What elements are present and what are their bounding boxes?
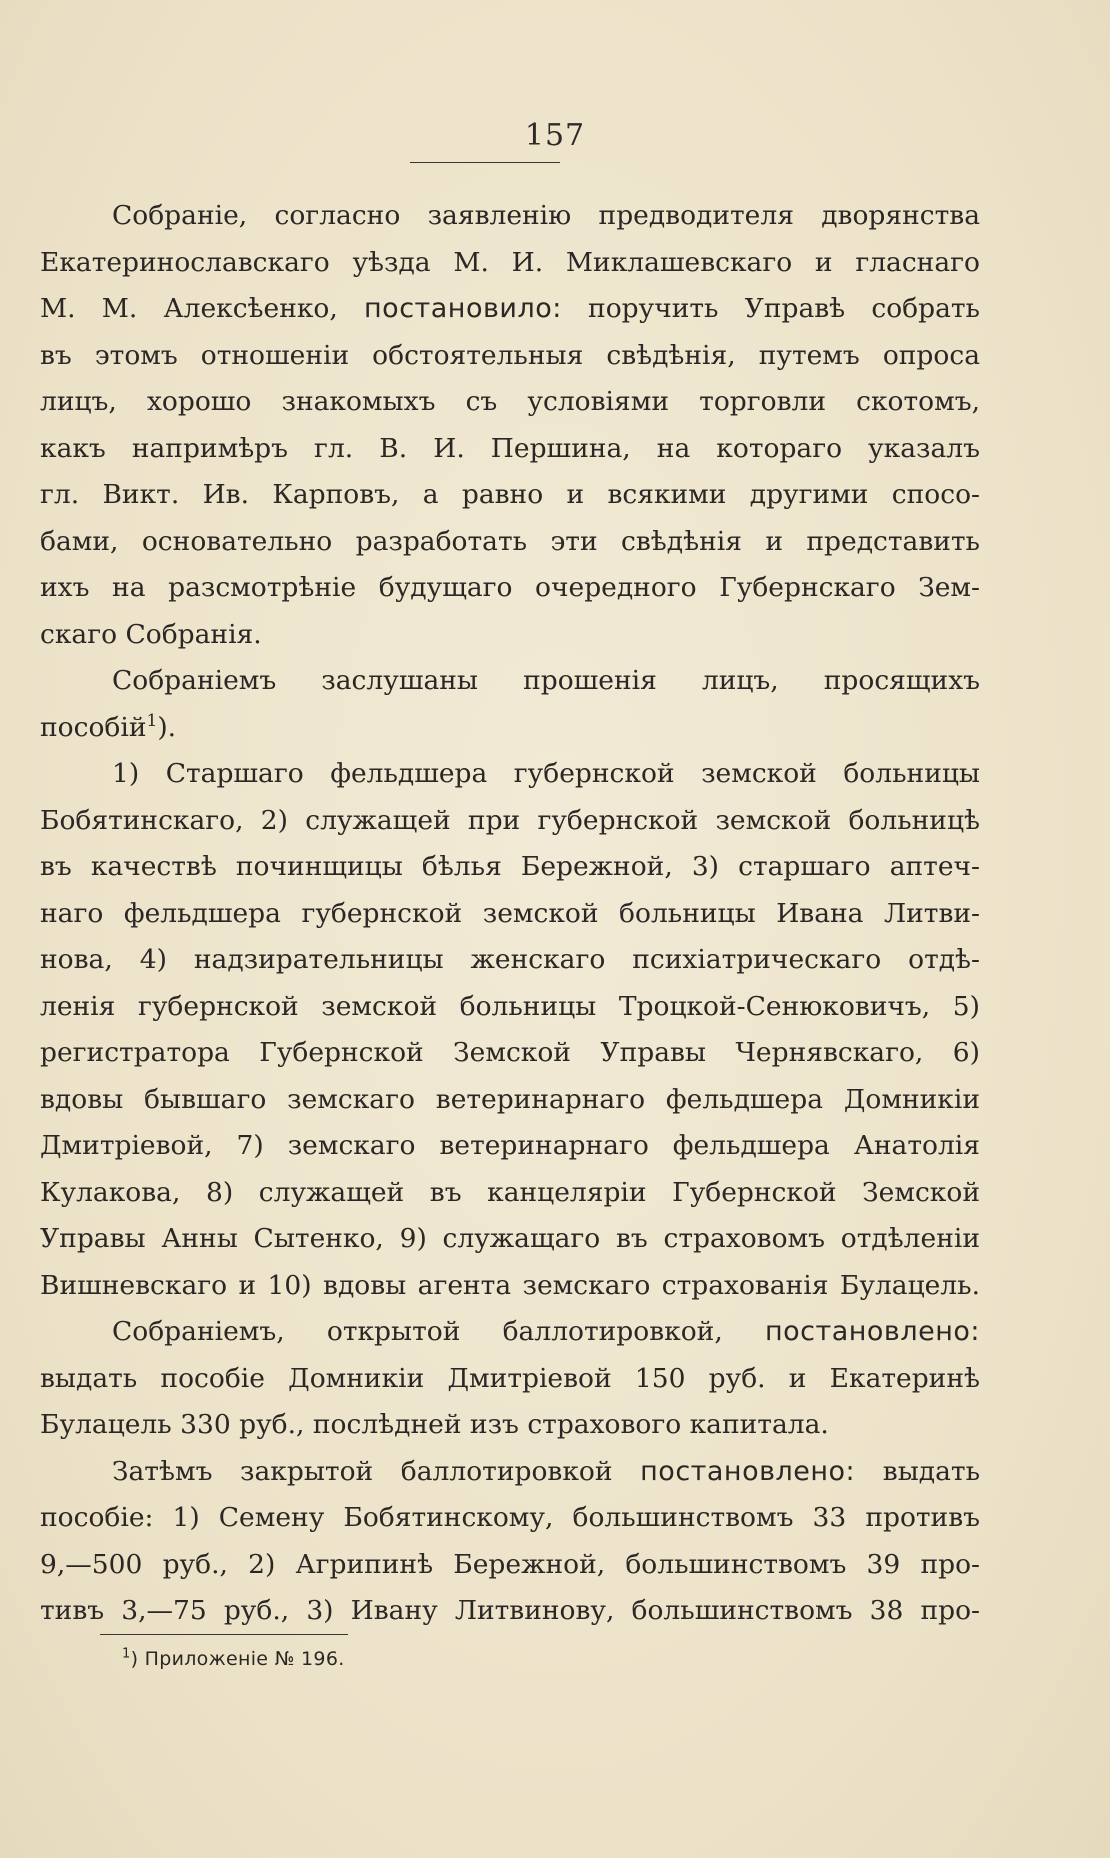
- text-line: Собраніемъ заслушаны прошенія лицъ, просящихъ: [112, 665, 980, 696]
- text-line: 1) Старшаго фельдшера губернской земской больницы: [112, 758, 980, 789]
- text-line: [40, 1449, 980, 1496]
- text-line: ленія губернской земской больницы Троцкой-Сенюковичъ, 5): [40, 990, 980, 1022]
- text-line: Собраніе, согласно заявленію предводителя дворянства: [112, 200, 980, 231]
- footnote-mark-close: ): [130, 1648, 139, 1670]
- header-rule: [410, 162, 560, 163]
- text-line: регистратора Губернской Земской Управы Чернявскаго, 6): [40, 1037, 980, 1068]
- text-line: Бобятинскаго, 2) служащей при губернской земской больницѣ: [40, 804, 980, 836]
- text-segment: М. М. Алексѣенко,: [40, 293, 338, 324]
- text-line: лицъ, хорошо знакомыхъ съ условіями торговли скотомъ,: [40, 386, 980, 417]
- footnote-reference: 1: [146, 710, 158, 731]
- text-line: скаго Собранія.: [40, 618, 262, 650]
- text-line: вдовы бывшаго земскаго ветеринарнаго фельдшера Домникіи: [40, 1083, 980, 1115]
- text-line: [40, 1309, 980, 1356]
- page-number: 157: [524, 118, 586, 153]
- text-line: выдать пособіе Домникіи Дмитріевой 150 руб. и Екатеринѣ: [40, 1362, 980, 1394]
- text-line: Вишневскаго и 10) вдовы агента земскаго страхованія Булацель.: [40, 1269, 980, 1301]
- text-line: Кулакова, 8) служащей въ канцеляріи Губернской Земской: [40, 1176, 980, 1208]
- footnote-mark: 1: [122, 1646, 131, 1662]
- text-line: какъ напримѣръ гл. В. И. Першина, на котораго указалъ: [40, 432, 980, 464]
- footnote-rule: [100, 1634, 348, 1635]
- text-line: гл. Викт. Ив. Карповъ, а равно и всякими другими спосо-: [40, 479, 980, 510]
- text-segment: поручить Управѣ собрать: [588, 293, 980, 324]
- text-line: наго фельдшера губернской земской больницы Ивана Литви-: [40, 897, 980, 929]
- text-line: тивъ 3,—75 руб., 3) Ивану Литвинову, большинствомъ 38 про-: [40, 1595, 980, 1626]
- text-line: 9,—500 руб., 2) Агрипинѣ Бережной, большинствомъ 39 про-: [40, 1548, 980, 1580]
- text-segment: ).: [157, 711, 177, 743]
- text-line: въ этомъ отношеніи обстоятельныя свѣдѣнія, путемъ опроса: [40, 339, 980, 371]
- footnote: [122, 1648, 345, 1670]
- text-segment: пособій: [40, 711, 147, 743]
- text-segment: Затѣмъ закрытой баллотировкой: [112, 1455, 613, 1487]
- text-segment: Собраніемъ, открытой баллотировкой,: [112, 1316, 723, 1347]
- body-text: [40, 193, 980, 1635]
- text-line: ихъ на разсмотрѣніе будущаго очередного Губернскаго Зем-: [40, 572, 980, 603]
- text-segment: выдать: [882, 1455, 980, 1487]
- emphasis-word: постановлено:: [764, 1316, 980, 1347]
- text-line: бами, основательно разработать эти свѣдѣнія и представить: [40, 525, 980, 557]
- text-line: [40, 705, 980, 752]
- text-line: нова, 4) надзирательницы женскаго психіатрическаго отдѣ-: [40, 944, 980, 975]
- emphasis-word: постановлено:: [640, 1455, 856, 1487]
- text-line: [40, 286, 980, 333]
- text-line: пособіе: 1) Семену Бобятинскому, большинствомъ 33 противъ: [40, 1502, 980, 1533]
- footnote-text: Приложеніе № 196.: [144, 1648, 345, 1670]
- text-line: Екатеринославскаго уѣзда М. И. Миклашевскаго и гласнаго: [40, 246, 980, 278]
- text-line: Управы Анны Сытенко, 9) служащаго въ страховомъ отдѣленіи: [40, 1223, 980, 1254]
- text-line: въ качествѣ починщицы бѣлья Бережной, 3) старшаго аптеч-: [40, 851, 980, 882]
- emphasis-word: постановило:: [364, 293, 562, 324]
- text-line: Булацель 330 руб., послѣдней изъ страхового капитала.: [40, 1409, 829, 1440]
- text-line: Дмитріевой, 7) земскаго ветеринарнаго фельдшера Анатолія: [40, 1130, 980, 1161]
